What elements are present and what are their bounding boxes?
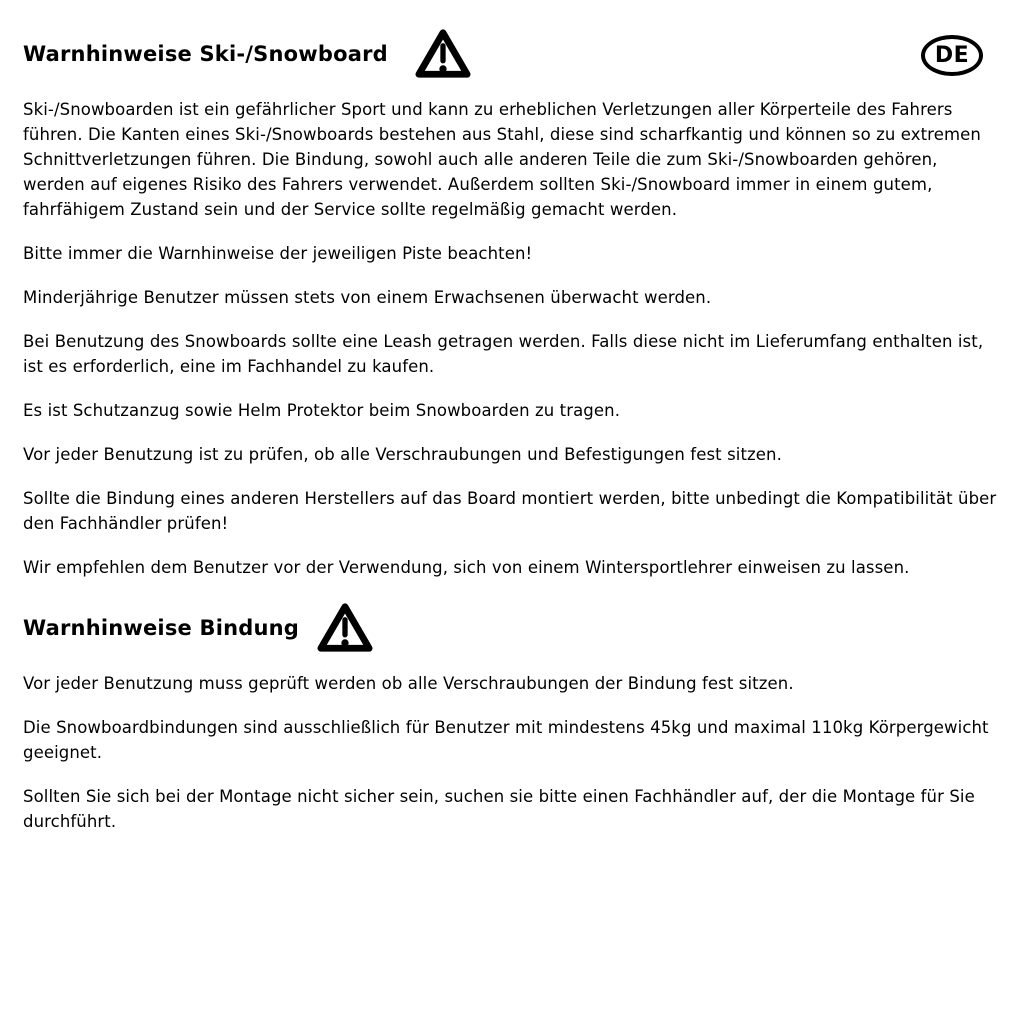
section-ski-snowboard-title: Warnhinweise Ski-/Snowboard (23, 41, 388, 66)
section-ski-snowboard-heading-row (23, 25, 1003, 82)
paragraph-check-screws: Vor jeder Benutzung ist zu prüfen, ob alle Verschraubungen und Befestigungen fest sitzen. (23, 445, 782, 464)
section-bindung-heading-row (23, 599, 1003, 656)
warning-triangle-icon (316, 600, 374, 656)
language-badge-label: DE (934, 43, 970, 68)
paragraph-ski-risk: Ski-/Snowboarden ist ein gefährlicher Sport und kann zu erheblichen Verletzungen aller Körperteile des Fahrers führen. Die Kanten eines Ski-/Snowboards bestehen aus Stahl, diese sind scharfkantig und können so zu extremen Schnittverletzungen führen. Die Bindung, sowohl auch alle anderen Teile die zum Ski-/Snowboarden gehören, werden auf eigenes Risiko des Fahrers verwendet. Außerdem sollten Ski-/Snowboard immer in einem gutem, fahrfähigem Zustand sein und der Service sollte regelmäßig gemacht werden. (23, 100, 981, 219)
paragraph-instructor-recommendation: Wir empfehlen dem Benutzer vor der Verwendung, sich von einem Wintersportlehrer einweisen zu lassen. (23, 558, 910, 577)
paragraph-leash: Bei Benutzung des Snowboards sollte eine Leash getragen werden. Falls diese nicht im Lieferumfang enthalten ist, ist es erforderlich, eine im Fachhandel zu kaufen. (23, 332, 984, 376)
section-bindung-title: Warnhinweise Bindung (23, 615, 300, 640)
paragraph-binding-compatibility: Sollte die Bindung eines anderen Herstellers auf das Board montiert werden, bitte unbedingt die Kompatibilität über den Fachhändler prüfen! (23, 489, 997, 533)
paragraph-weight-range: Die Snowboardbindungen sind ausschließlich für Benutzer mit mindestens 45kg und maximal 110kg Körpergewicht geeignet. (23, 718, 989, 762)
paragraph-dealer-mounting: Sollten Sie sich bei der Montage nicht sicher sein, suchen sie bitte einen Fachhändler auf, der die Montage für Sie durchführt. (23, 787, 975, 831)
paragraph-minors-supervision: Minderjährige Benutzer müssen stets von einem Erwachsenen überwacht werden. (23, 288, 712, 307)
language-badge-de (921, 35, 983, 76)
warning-triangle-icon (414, 26, 472, 82)
paragraph-binding-check: Vor jeder Benutzung muss geprüft werden ob alle Verschraubungen der Bindung fest sitzen. (23, 674, 794, 693)
paragraph-piste-warnings: Bitte immer die Warnhinweise der jeweiligen Piste beachten! (23, 244, 533, 263)
paragraph-protective-gear: Es ist Schutzanzug sowie Helm Protektor beim Snowboarden zu tragen. (23, 401, 621, 420)
